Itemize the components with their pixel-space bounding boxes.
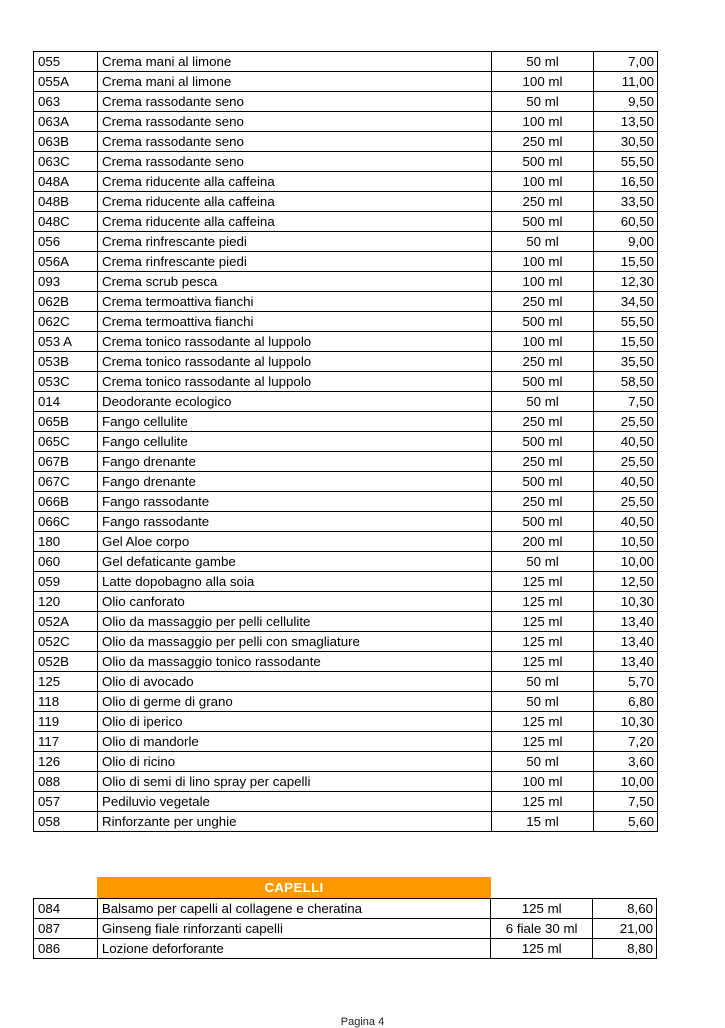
table-row [34,752,658,772]
product-price: 35,50 [594,352,658,372]
product-price: 12,50 [594,572,658,592]
product-size: 500 ml [492,432,594,452]
product-size: 125 ml [491,939,593,959]
product-code: 063A [34,112,98,132]
section-header-capelli: CAPELLI [97,877,491,898]
product-price: 10,00 [594,772,658,792]
product-size: 50 ml [492,52,594,72]
product-code: 014 [34,392,98,412]
product-size: 125 ml [492,572,594,592]
product-code: 053 A [34,332,98,352]
product-name: Crema scrub pesca [98,272,492,292]
product-price: 30,50 [594,132,658,152]
product-price: 13,40 [594,612,658,632]
product-code: 057 [34,792,98,812]
product-name: Olio di germe di grano [98,692,492,712]
table-row [34,112,658,132]
table-row [34,612,658,632]
product-price: 10,00 [594,552,658,572]
product-size: 250 ml [492,452,594,472]
product-price: 10,50 [594,532,658,552]
table-row [34,919,657,939]
product-code: 052B [34,652,98,672]
product-code: 065B [34,412,98,432]
product-name: Gel defaticante gambe [98,552,492,572]
product-code: 093 [34,272,98,292]
table-row [34,812,658,832]
table-row [34,692,658,712]
hair-section [33,877,657,959]
product-price: 25,50 [594,452,658,472]
price-list-body [34,52,658,832]
table-row [34,592,658,612]
table-row [34,572,658,592]
product-price: 8,60 [593,899,657,919]
product-price: 15,50 [594,252,658,272]
product-code: 053B [34,352,98,372]
page-footer: Pagina 4 [340,1016,385,1028]
table-row [34,792,658,812]
product-size: 50 ml [492,692,594,712]
product-code: 066B [34,492,98,512]
product-code: 065C [34,432,98,452]
product-price: 7,50 [594,392,658,412]
product-price: 8,80 [593,939,657,959]
product-price: 9,50 [594,92,658,112]
product-name: Crema rassodante seno [98,132,492,152]
product-code: 067C [34,472,98,492]
product-price: 58,50 [594,372,658,392]
product-size: 250 ml [492,292,594,312]
product-size: 250 ml [492,412,594,432]
product-code: 117 [34,732,98,752]
product-name: Olio da massaggio tonico rassodante [98,652,492,672]
product-code: 088 [34,772,98,792]
price-list-table [33,51,658,832]
product-price: 6,80 [594,692,658,712]
product-price: 10,30 [594,712,658,732]
product-code: 052A [34,612,98,632]
table-row [34,772,658,792]
product-code: 052C [34,632,98,652]
table-row [34,312,658,332]
hair-price-table [33,898,657,959]
product-name: Crema termoattiva fianchi [98,292,492,312]
product-size: 100 ml [492,112,594,132]
product-code: 063C [34,152,98,172]
product-name: Crema riducente alla caffeina [98,172,492,192]
product-code: 058 [34,812,98,832]
product-code: 053C [34,372,98,392]
product-code: 055A [34,72,98,92]
product-price: 11,00 [594,72,658,92]
section-header-row [33,877,657,898]
product-name: Fango cellulite [98,432,492,452]
table-row [34,212,658,232]
product-name: Rinforzante per unghie [98,812,492,832]
table-row [34,72,658,92]
product-code: 119 [34,712,98,732]
product-code: 060 [34,552,98,572]
product-name: Fango cellulite [98,412,492,432]
product-name: Olio di semi di lino spray per capelli [98,772,492,792]
product-price: 40,50 [594,472,658,492]
product-size: 125 ml [492,652,594,672]
product-name: Crema rinfrescante piedi [98,232,492,252]
product-price: 55,50 [594,312,658,332]
table-row [34,272,658,292]
table-row [34,452,658,472]
product-name: Fango rassodante [98,492,492,512]
product-name: Olio da massaggio per pelli con smagliature [98,632,492,652]
table-row [34,732,658,752]
product-price: 12,30 [594,272,658,292]
product-size: 50 ml [492,672,594,692]
product-name: Olio di mandorle [98,732,492,752]
product-code: 120 [34,592,98,612]
product-price: 33,50 [594,192,658,212]
product-size: 500 ml [492,472,594,492]
hair-price-body [34,899,657,959]
product-name: Fango drenante [98,452,492,472]
product-name: Olio di ricino [98,752,492,772]
product-price: 40,50 [594,432,658,452]
product-price: 34,50 [594,292,658,312]
product-code: 062B [34,292,98,312]
product-size: 15 ml [492,812,594,832]
table-row [34,392,658,412]
product-name: Balsamo per capelli al collagene e cheratina [97,899,490,919]
table-row [34,472,658,492]
product-price: 16,50 [594,172,658,192]
product-name: Gel Aloe corpo [98,532,492,552]
product-size: 50 ml [492,552,594,572]
product-code: 048B [34,192,98,212]
table-row [34,939,657,959]
product-price: 9,00 [594,232,658,252]
product-code: 048C [34,212,98,232]
product-name: Crema rassodante seno [98,112,492,132]
product-name: Olio da massaggio per pelli cellulite [98,612,492,632]
product-code: 048A [34,172,98,192]
product-name: Olio di avocado [98,672,492,692]
table-row [34,532,658,552]
product-price: 7,20 [594,732,658,752]
product-price: 25,50 [594,412,658,432]
product-price: 13,40 [594,652,658,672]
product-size: 100 ml [492,252,594,272]
product-size: 125 ml [492,732,594,752]
product-code: 084 [34,899,98,919]
product-price: 5,60 [594,812,658,832]
product-size: 100 ml [492,72,594,92]
table-row [34,232,658,252]
product-name: Crema rinfrescante piedi [98,252,492,272]
product-name: Latte dopobagno alla soia [98,572,492,592]
product-name: Crema mani al limone [98,72,492,92]
product-name: Crema tonico rassodante al luppolo [98,332,492,352]
product-name: Crema tonico rassodante al luppolo [98,372,492,392]
product-size: 250 ml [492,492,594,512]
product-size: 125 ml [492,712,594,732]
product-size: 500 ml [492,512,594,532]
product-size: 125 ml [492,592,594,612]
product-price: 7,50 [594,792,658,812]
product-name: Crema tonico rassodante al luppolo [98,352,492,372]
product-code: 055 [34,52,98,72]
product-price: 13,50 [594,112,658,132]
product-price: 13,40 [594,632,658,652]
table-row [34,899,657,919]
product-code: 062C [34,312,98,332]
product-name: Crema rassodante seno [98,152,492,172]
product-code: 118 [34,692,98,712]
product-size: 50 ml [492,92,594,112]
product-price: 40,50 [594,512,658,532]
product-code: 126 [34,752,98,772]
table-row [34,52,658,72]
product-price: 7,00 [594,52,658,72]
product-name: Ginseng fiale rinforzanti capelli [97,919,490,939]
table-row [34,172,658,192]
product-size: 6 fiale 30 ml [491,919,593,939]
product-size: 500 ml [492,312,594,332]
product-price: 15,50 [594,332,658,352]
product-size: 250 ml [492,132,594,152]
product-size: 50 ml [492,232,594,252]
product-size: 500 ml [492,372,594,392]
table-row [34,192,658,212]
product-name: Crema mani al limone [98,52,492,72]
product-price: 55,50 [594,152,658,172]
product-name: Deodorante ecologico [98,392,492,412]
product-price: 10,30 [594,592,658,612]
product-price: 25,50 [594,492,658,512]
product-size: 125 ml [492,612,594,632]
product-size: 500 ml [492,212,594,232]
product-code: 086 [34,939,98,959]
product-code: 125 [34,672,98,692]
table-row [34,332,658,352]
product-size: 100 ml [492,772,594,792]
product-name: Lozione deforforante [97,939,490,959]
table-row [34,132,658,152]
product-size: 100 ml [492,332,594,352]
product-code: 087 [34,919,98,939]
product-name: Crema riducente alla caffeina [98,212,492,232]
product-size: 100 ml [492,272,594,292]
table-row [34,372,658,392]
product-name: Crema riducente alla caffeina [98,192,492,212]
table-row [34,352,658,372]
product-name: Olio canforato [98,592,492,612]
product-name: Crema rassodante seno [98,92,492,112]
table-row [34,292,658,312]
product-size: 200 ml [492,532,594,552]
table-row [34,92,658,112]
product-name: Fango rassodante [98,512,492,532]
product-code: 056A [34,252,98,272]
product-price: 21,00 [593,919,657,939]
table-row [34,652,658,672]
product-code: 063 [34,92,98,112]
table-row [34,632,658,652]
product-code: 063B [34,132,98,152]
product-size: 500 ml [492,152,594,172]
product-code: 059 [34,572,98,592]
product-size: 125 ml [492,792,594,812]
table-row [34,252,658,272]
product-size: 125 ml [492,632,594,652]
product-size: 50 ml [492,392,594,412]
product-price: 3,60 [594,752,658,772]
table-row [34,432,658,452]
product-size: 100 ml [492,172,594,192]
product-size: 125 ml [491,899,593,919]
product-name: Crema termoattiva fianchi [98,312,492,332]
table-row [34,412,658,432]
table-row [34,512,658,532]
product-name: Olio di iperico [98,712,492,732]
table-row [34,152,658,172]
product-size: 250 ml [492,192,594,212]
product-code: 066C [34,512,98,532]
product-code: 180 [34,532,98,552]
product-price: 5,70 [594,672,658,692]
product-size: 50 ml [492,752,594,772]
product-size: 250 ml [492,352,594,372]
product-name: Fango drenante [98,472,492,492]
product-code: 056 [34,232,98,252]
table-row [34,552,658,572]
table-row [34,712,658,732]
product-price: 60,50 [594,212,658,232]
product-code: 067B [34,452,98,472]
product-name: Pediluvio vegetale [98,792,492,812]
table-row [34,672,658,692]
table-row [34,492,658,512]
